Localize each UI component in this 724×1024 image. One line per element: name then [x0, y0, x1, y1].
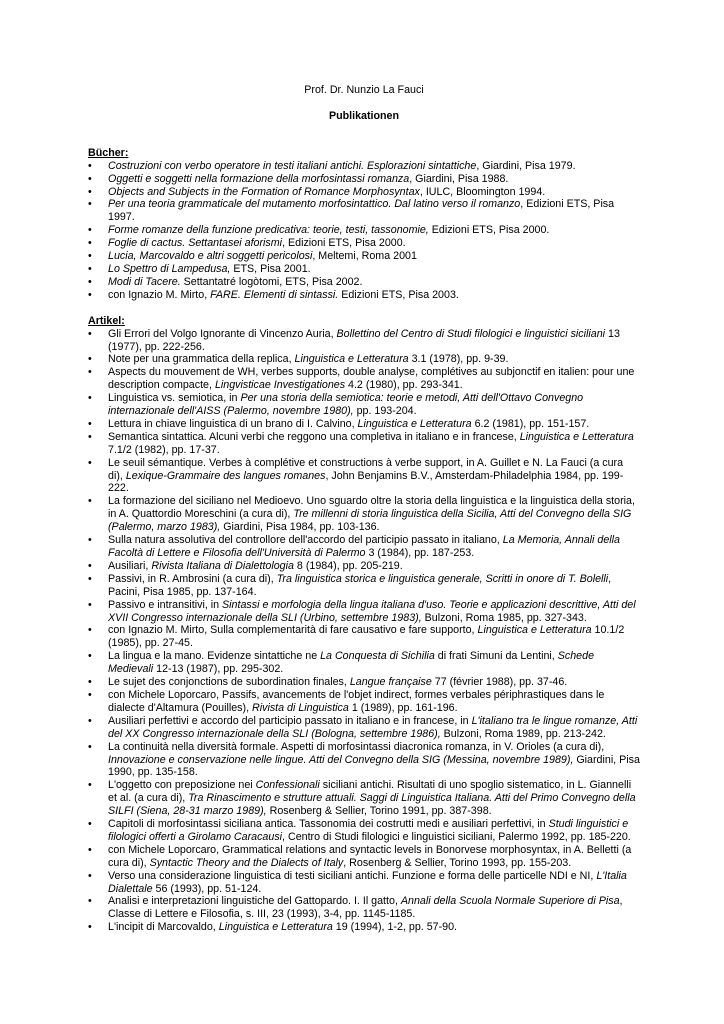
list-item: [88, 689, 640, 715]
bullet-icon: •: [88, 327, 92, 340]
italic-text: Tra linguistica storica e linguistica generale, Scritti in onore di T. Bolelli: [276, 572, 609, 585]
item-text: siciliani antichi. Risultati di uno spoglio sistematico, in L. Giannelli et al. (a cura di),: [108, 779, 632, 805]
item-text: Analisi e interpretazioni linguistiche del Gattopardo. I. Il gatto,: [108, 895, 401, 908]
bullet-icon: •: [88, 392, 92, 405]
list-item: [88, 818, 640, 844]
item-text: con Ignazio M. Mirto, Sulla complementarità di fare causativo e fare supporto,: [108, 624, 478, 637]
bullet-icon: •: [88, 598, 92, 611]
item-text: 3.1 (1978), pp. 9-39.: [408, 353, 509, 366]
bullet-icon: •: [88, 430, 92, 443]
bullet-icon: •: [88, 198, 92, 211]
italic-text: Langue française: [349, 676, 432, 689]
italic-text: Linguistica e Letteratura: [218, 921, 333, 934]
list-item: [88, 198, 640, 224]
bullet-icon: •: [88, 185, 92, 198]
bullet-icon: •: [88, 237, 92, 250]
item-text: , Classe di Lettere e Filosofia, s. III, 23 (1993), 3-4, pp. 1145-1185.: [108, 895, 623, 921]
item-text: Semantica sintattica. Alcuni verbi che reggono una completiva in italiano e in francese,: [108, 430, 520, 443]
list-item: [88, 353, 640, 366]
item-text: , Edizioni ETS, Pisa 1997.: [108, 198, 615, 224]
bullet-icon: •: [88, 366, 92, 379]
item-text: 8 (1984), pp. 205-219.: [293, 559, 403, 572]
bullet-icon: •: [88, 650, 92, 663]
list-item: [88, 895, 640, 921]
list-item: [88, 624, 640, 650]
bullet-icon: •: [88, 495, 92, 508]
italic-text: Bollettino del Centro di Studi filologici e linguistici siciliani: [336, 327, 606, 340]
italic-text: Per una teoria grammaticale del mutamento morfosintattico. Dal latino verso il romanzo: [108, 198, 521, 211]
list-item: [88, 431, 640, 457]
item-text: 1 (1989), pp. 161-196.: [348, 701, 458, 714]
section-heading-label: Bücher: [88, 146, 125, 159]
item-text: Ausiliari perfettivi e accordo del participio passato in italiano e in francese, in: [108, 714, 472, 727]
item-text: Bulzoni, Roma 1985, pp. 327-343.: [421, 611, 587, 624]
item-text: L'oggetto con preposizione nei: [108, 779, 256, 792]
italic-text: FARE. Elementi di sintassi.: [210, 288, 339, 301]
articles-list: [88, 328, 640, 935]
list-item: [88, 457, 640, 496]
italic-text: Sintassi e morfologia della lingua italiana d'uso. Teorie e applicazioni descrittive, Atti del XVII Congresso internazionale della SLI (Urbino, settembre 1983),: [108, 598, 636, 624]
italic-text: Studi linguistici e filologici offerti a Girolamo Caracausi: [108, 818, 629, 843]
item-text: Passivi, in R. Ambrosini (a cura di),: [108, 572, 277, 585]
item-text: La lingua e la mano. Evidenze sintattiche ne: [108, 650, 321, 663]
list-item: [88, 418, 640, 431]
bullet-icon: •: [88, 688, 92, 701]
list-item: [88, 276, 640, 289]
italic-text: Lucia, Marcovaldo e altri soggetti pericolosi: [108, 250, 313, 263]
item-text: , Giardini, Pisa 1979.: [476, 159, 576, 172]
document-page: [88, 84, 640, 947]
bullet-icon: •: [88, 843, 92, 856]
italic-text: Rivista Italiana di Dialettologia: [151, 559, 294, 572]
list-item: [88, 921, 640, 934]
bullet-icon: •: [88, 250, 92, 263]
bullet-icon: •: [88, 624, 92, 637]
item-text: Rosenberg & Sellier, Torino 1991, pp. 387-398.: [266, 805, 492, 818]
list-item: [88, 250, 640, 263]
list-item: [88, 186, 640, 199]
item-text: Aspects du mouvement de WH, verbes supports, double analyse, complétives au subjonctif en italien: pour une description compacte,: [108, 366, 635, 392]
item-text: , Rosenberg & Sellier, Torino 1993, pp. 155-203.: [343, 856, 572, 869]
italic-text: Annali della Scuola Normale Superiore di Pisa: [400, 895, 620, 908]
item-text: 7.1/2 (1982), pp. 17-37.: [108, 443, 220, 456]
list-item: [88, 289, 640, 302]
list-item: [88, 676, 640, 689]
item-text: 4.2 (1980), pp. 293-341.: [345, 379, 463, 392]
italic-text: Lexique-Grammaire des langues romanes: [125, 469, 326, 482]
books-list: [88, 160, 640, 302]
item-text: Capitoli di morfosintassi siciliana antica. Tassonomia dei costrutti medi e ausiliari perfettivi, in: [108, 818, 549, 831]
item-text: 77 (février 1988), pp. 37-46.: [431, 676, 568, 689]
bullet-icon: •: [88, 559, 92, 572]
italic-text: Linguistica e Letteratura: [357, 417, 472, 430]
section-heading-buecher: Bücher:: [88, 146, 129, 159]
item-text: Gli Errori del Volgo Ignorante di Vincenzo Auria,: [108, 327, 337, 340]
item-text: Edizioni ETS, Pisa 2000.: [428, 224, 550, 237]
bullet-icon: •: [88, 159, 92, 172]
list-item: [88, 224, 640, 237]
bullet-icon: •: [88, 417, 92, 430]
italic-text: La Memoria, Annali della Facoltà di Lettere e Filosofia dell'Università di Palermo: [108, 534, 620, 559]
item-text: Le sujet des conjonctions de subordination finales,: [108, 676, 350, 689]
list-item: [88, 392, 640, 418]
list-item: [88, 573, 640, 599]
item-text: Verso una considerazione linguistica di testi siciliani antichi. Funzione e forma delle particelle NDI e NI,: [108, 869, 597, 882]
section-heading-label: Artikel: [88, 314, 122, 327]
item-text: pp. 193-204.: [353, 405, 417, 418]
item-text: con Michele Loporcaro, Grammatical relations and syntactic levels in Bonorvese morphosyntax, in A. Belletti (a cura di),: [108, 843, 632, 869]
list-item: [88, 599, 640, 625]
item-text: , Centro di Studi filologici e linguistici siciliani, Palermo 1992, pp. 185-220.: [282, 830, 631, 843]
italic-text: Oggetti e soggetti nella formazione della morfosintassi romanza: [108, 172, 410, 185]
item-text: Le seuil sémantique. Verbes à complétive et constructions à verbe support, in A. Guillet e N. La Fauci (a cura di),: [108, 456, 624, 482]
list-item: [88, 160, 640, 173]
item-text: ETS, Pisa 2001.: [230, 262, 311, 275]
item-text: Passivo e intransitivi, in: [108, 598, 223, 611]
list-item: [88, 495, 640, 534]
bullet-icon: •: [88, 572, 92, 585]
bullet-icon: •: [88, 740, 92, 753]
bullet-icon: •: [88, 275, 92, 288]
item-text: Sulla natura assolutiva del controllore dell'accordo del participio passato in italiano,: [108, 534, 503, 547]
item-text: Edizioni ETS, Pisa 2003.: [338, 288, 459, 301]
italic-text: Foglie di cactus. Settantasei aforismi: [108, 237, 283, 250]
item-text: Ausiliari,: [108, 559, 152, 572]
item-text: Giardini, Pisa 1990, pp. 135-158.: [108, 753, 640, 779]
bullet-icon: •: [88, 534, 92, 547]
list-item: [88, 534, 640, 560]
italic-text: Objects and Subjects in the Formation of Romance Morphosyntax: [108, 185, 420, 198]
italic-text: Confessionali: [255, 779, 320, 792]
italic-text: Tra Rinascimento e strutture attuali. Saggi di Linguistica Italiana. Atti del Primo Convegno della SILFI (Siena, 28-31 marzo 1989),: [108, 792, 636, 818]
page-title: Publikationen: [328, 109, 400, 122]
item-text: 10.1/2 (1985), pp. 27-45.: [108, 624, 625, 650]
item-text: , John Benjamins B.V., Amsterdam-Philadelphia 1984, pp. 199-222.: [108, 469, 624, 495]
bullet-icon: •: [88, 869, 92, 882]
item-text: 12-13 (1987), pp. 295-302.: [153, 663, 284, 676]
list-item: [88, 715, 640, 741]
bullet-icon: •: [88, 714, 92, 727]
italic-text: Linguistica e Letteratura: [519, 430, 634, 443]
item-text: L'incipit di Marcovaldo,: [108, 921, 219, 934]
italic-text: La Conquesta di Sichilia: [320, 650, 435, 663]
list-item: [88, 328, 640, 354]
list-item: [88, 870, 640, 896]
italic-text: Modi di Tacere.: [108, 275, 181, 288]
list-item: [88, 741, 640, 780]
item-text: Lettura in chiave linguistica di un brano di I. Calvino,: [108, 417, 358, 430]
italic-text: Forme romanze della funzione predicativa: teorie, testi, tassonomie,: [108, 224, 429, 237]
italic-text: Lo Spettro di Lampedusa,: [108, 262, 231, 275]
italic-text: L'Italia Dialettale: [108, 869, 627, 895]
italic-text: Per una storia della semiotica: teorie e metodi, Atti dell'Ottavo Convegno internazionale dell'AISS (Palermo, novembre 1980),: [108, 392, 584, 418]
list-item: [88, 650, 640, 676]
item-text: di frati Simuni da Lentini,: [434, 650, 558, 663]
item-text: Linguistica vs. semiotica, in: [108, 392, 241, 405]
author-name: Prof. Dr. Nunzio La Fauci: [304, 84, 424, 96]
item-text: 19 (1994), 1-2, pp. 57-90.: [332, 921, 458, 934]
bullet-icon: •: [88, 224, 92, 237]
item-text: 3 (1984), pp. 187-253.: [365, 547, 475, 559]
italic-text: Lingvisticae Investigationes: [214, 379, 346, 392]
section-heading-artikel: Artikel:: [88, 314, 125, 327]
item-text: La formazione del siciliano nel Medioevo. Uno sguardo oltre la storia della linguistica e la linguistica della storia, in A. Quattordio Moreschini (a cura di),: [108, 495, 635, 521]
bullet-icon: •: [88, 353, 92, 366]
item-text: , Meltemi, Roma 2001: [312, 250, 417, 263]
list-item: [88, 779, 640, 818]
italic-text: Tre millenni di storia linguistica della Sicilia, Atti del Convegno della SIG (Palermo, marzo 1983),: [108, 508, 632, 534]
item-text: , Giardini, Pisa 1988.: [409, 172, 509, 185]
bullet-icon: •: [88, 262, 92, 275]
italic-text: Innovazione e conservazione nelle lingue. Atti del Convegno della SIG (Messina, novembre 1989),: [108, 753, 574, 766]
italic-text: Costruzioni con verbo operatore in testi italiani antichi. Esplorazioni sintattiche: [108, 159, 477, 172]
bullet-icon: •: [88, 818, 92, 831]
list-item: [88, 263, 640, 276]
item-text: 6.2 (1981), pp. 151-157.: [471, 417, 590, 430]
bullet-icon: •: [88, 779, 92, 792]
italic-text: Schede Medievali: [108, 650, 595, 676]
item-text: , Pacini, Pisa 1985, pp. 137-164.: [108, 572, 612, 598]
bullet-icon: •: [88, 921, 92, 934]
list-item: [88, 366, 640, 392]
item-text: 56 (1993), pp. 51-124.: [152, 882, 262, 895]
item-text: Giardini, Pisa 1984, pp. 103-136.: [220, 521, 380, 534]
item-text: , Edizioni ETS, Pisa 2000.: [282, 237, 406, 250]
list-item: [88, 237, 640, 250]
italic-text: L'italiano tra le lingue romanze, Atti del XX Congresso internazionale della SLI (Bologna, settembre 1986),: [108, 714, 638, 740]
item-text: con Ignazio M. Mirto,: [108, 288, 211, 301]
item-text: , IULC, Bloomington 1994.: [419, 185, 546, 198]
bullet-icon: •: [88, 676, 92, 689]
item-text: con Michele Loporcaro, Passifs, avancements de l'objet indirect, formes verbales périphrastiques dans le dialecte d'Altamura (Pouilles),: [108, 688, 605, 714]
item-text: La continuità nella diversità formale. Aspetti di morfosintassi diacronica romanza, in V. Orioles (a cura di),: [108, 740, 605, 753]
item-text: 13 (1977), pp. 222-256.: [108, 327, 620, 353]
italic-text: Linguistica e Letteratura: [294, 353, 409, 366]
list-item: [88, 560, 640, 573]
list-item: [88, 844, 640, 870]
item-text: Settantatré logòtomi, ETS, Pisa 2002.: [180, 275, 363, 288]
bullet-icon: •: [88, 172, 92, 185]
italic-text: Syntactic Theory and the Dialects of Italy: [149, 856, 344, 869]
list-item: [88, 173, 640, 186]
bullet-icon: •: [88, 895, 92, 908]
item-text: Bulzoni, Roma 1989, pp. 213-242.: [440, 727, 606, 740]
bullet-icon: •: [88, 288, 92, 301]
italic-text: Linguistica e Letteratura: [477, 624, 592, 637]
italic-text: Rivista di Linguistica: [252, 701, 349, 714]
bullet-icon: •: [88, 456, 92, 469]
item-text: Note per una grammatica della replica,: [108, 353, 295, 366]
